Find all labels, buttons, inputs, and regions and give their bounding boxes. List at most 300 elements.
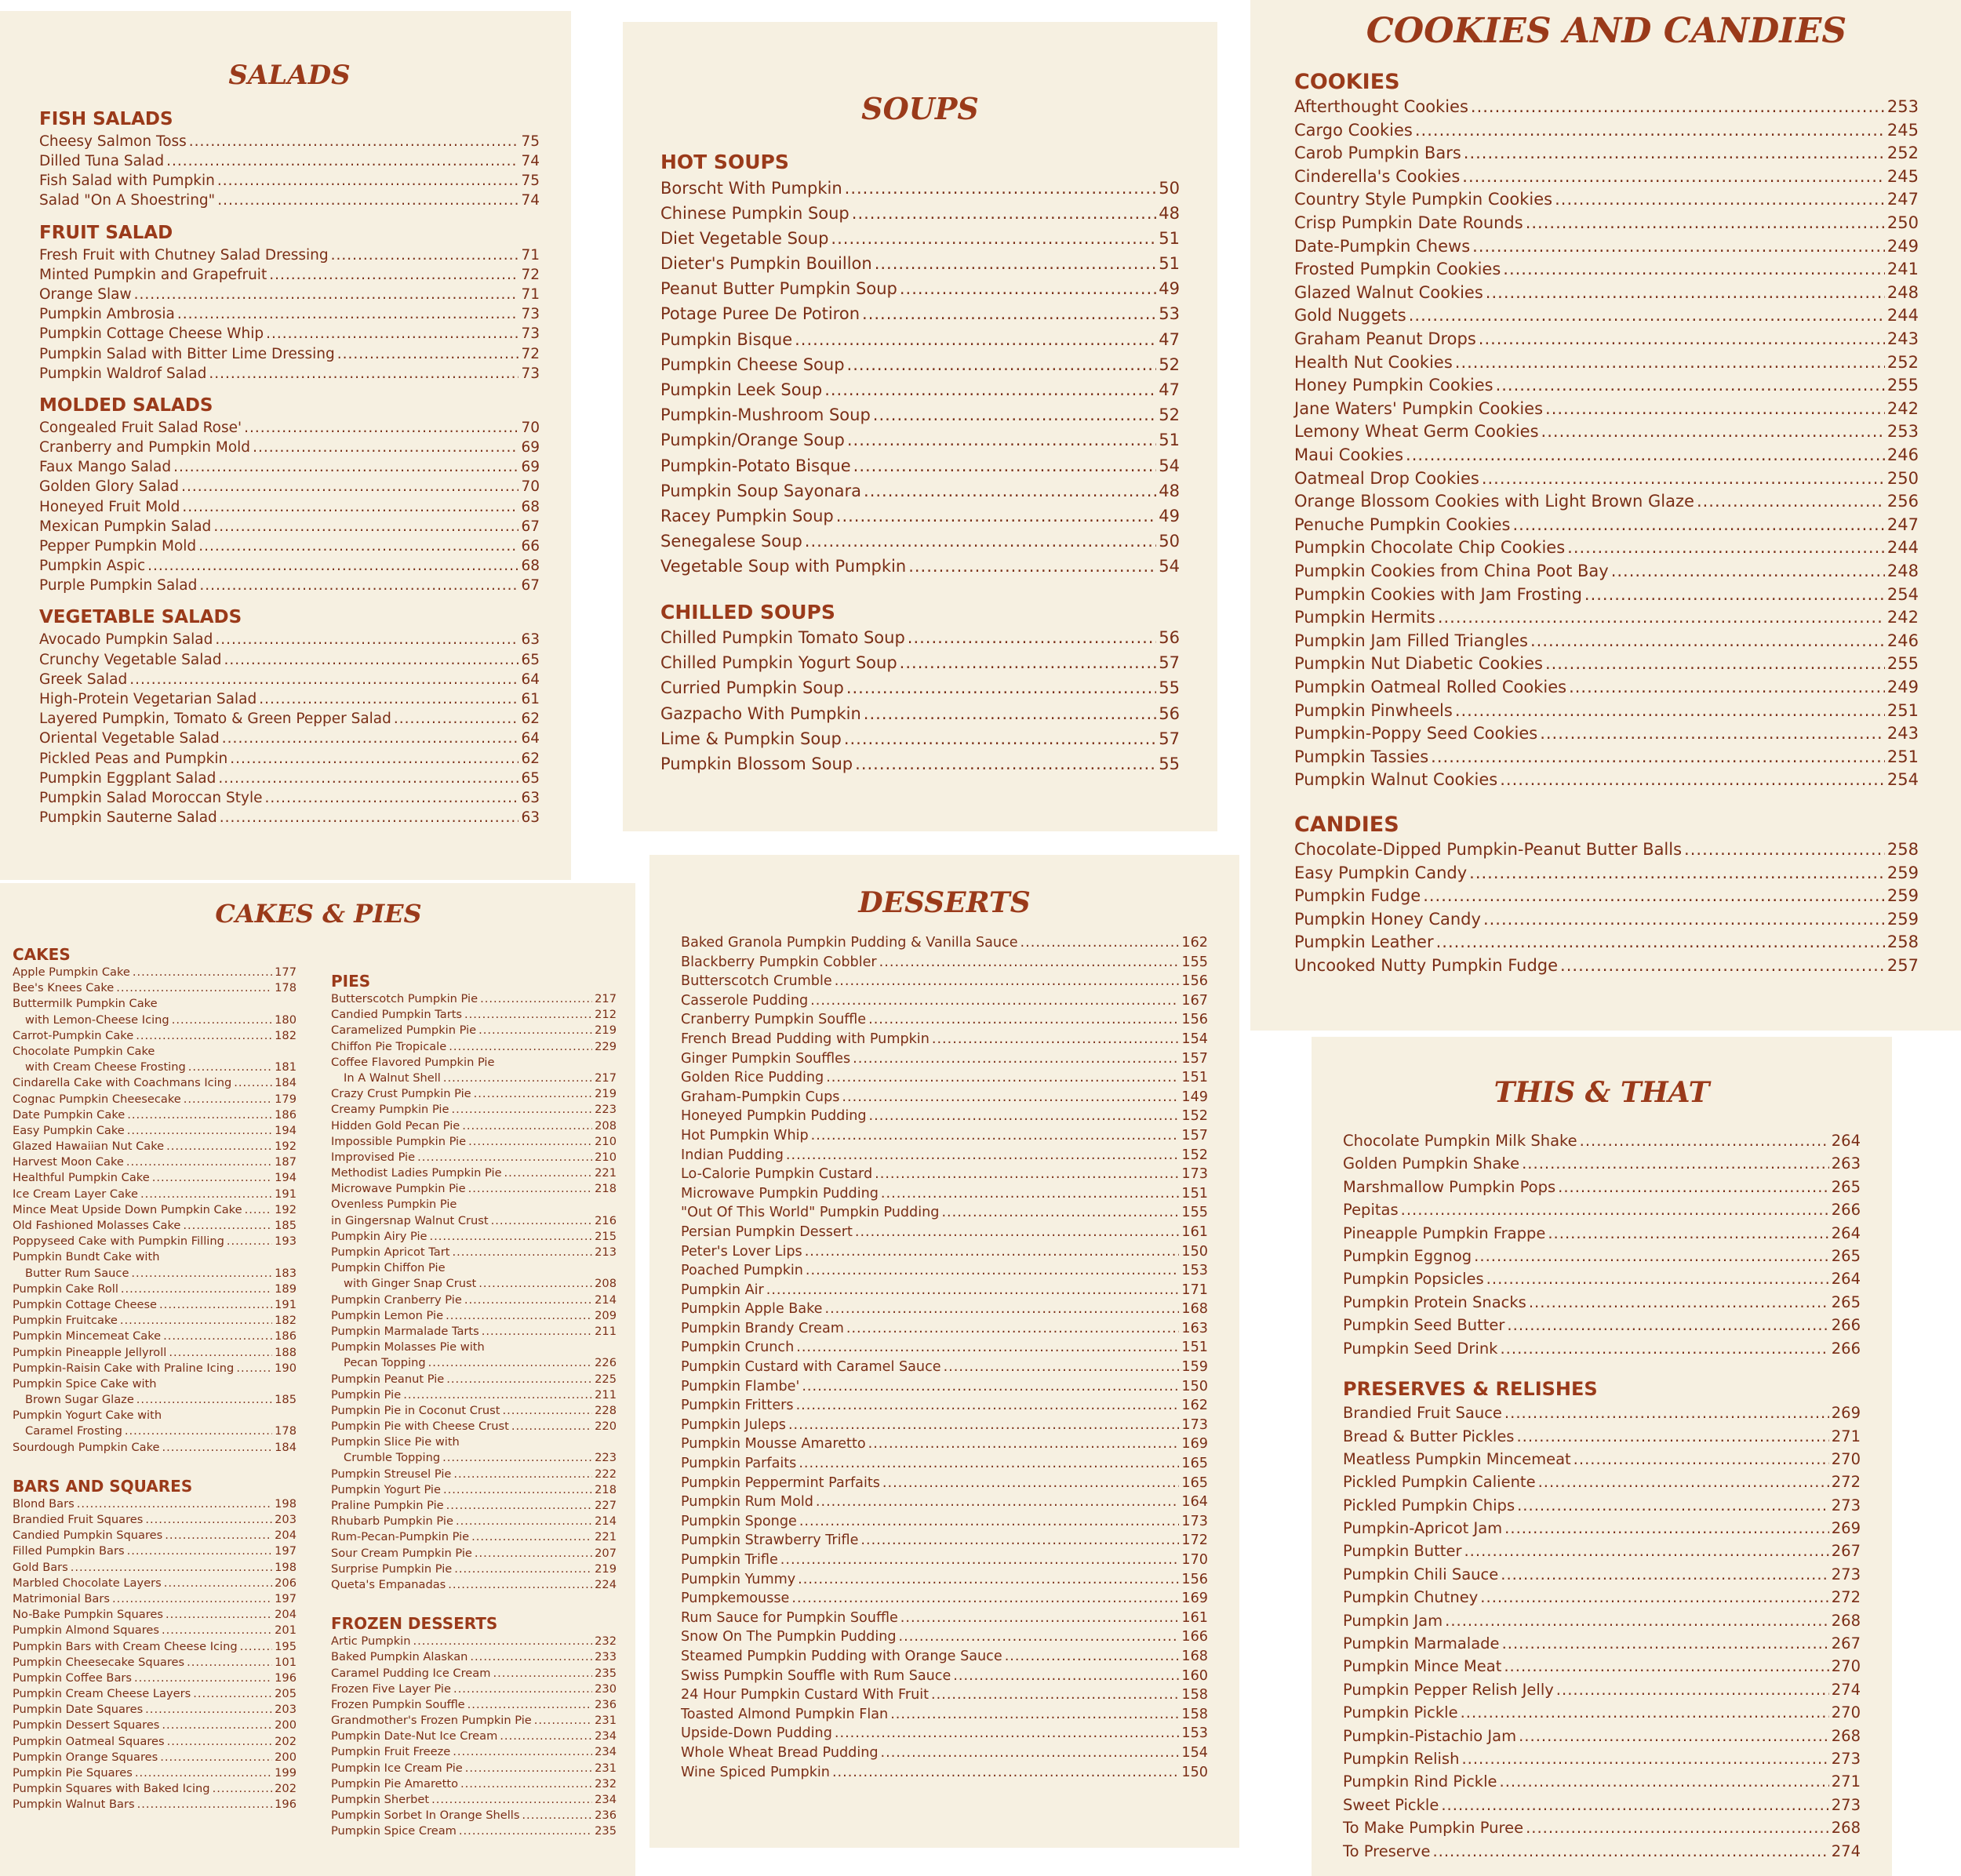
dot-leader xyxy=(1005,1647,1180,1667)
toc-entry xyxy=(331,1713,617,1729)
entry-page-number: 185 xyxy=(275,1393,297,1407)
entry-title: Pepitas xyxy=(1343,1201,1399,1220)
entry-page-number: 47 xyxy=(1159,329,1180,349)
dot-leader xyxy=(452,1245,592,1260)
dot-leader xyxy=(453,1744,592,1760)
entry-title: Avocado Pumpkin Salad xyxy=(39,631,213,649)
entry-title: Dieter's Pumpkin Bouillon xyxy=(660,254,872,274)
entry-page-number: 248 xyxy=(1886,282,1919,302)
dot-leader xyxy=(443,1071,592,1086)
toc-entry xyxy=(13,1376,297,1392)
entry-title: Pumpkin Streusel Pie xyxy=(331,1467,452,1481)
entry-page-number: 221 xyxy=(595,1166,617,1180)
toc-entry xyxy=(660,453,1180,478)
dot-leader xyxy=(430,1229,593,1245)
dot-leader xyxy=(471,1529,592,1545)
toc-entry xyxy=(39,191,540,210)
entry-title: Pumpkin Seed Butter xyxy=(1343,1316,1505,1335)
entry-page-number: 264 xyxy=(1831,1223,1861,1242)
entry-page-number: 181 xyxy=(275,1060,297,1074)
dot-leader xyxy=(460,1776,592,1792)
toc-entry xyxy=(1343,1586,1861,1609)
entry-page-number: 191 xyxy=(275,1187,297,1201)
dot-leader xyxy=(127,1123,272,1139)
toc-entry xyxy=(660,726,1180,751)
dot-leader xyxy=(868,1434,1180,1454)
toc-entry xyxy=(660,554,1180,579)
toc-entry xyxy=(39,808,540,827)
entry-title: Old Fashioned Molasses Cake xyxy=(13,1219,181,1232)
dot-leader xyxy=(810,991,1179,1011)
dot-leader xyxy=(931,1685,1179,1705)
dot-leader xyxy=(811,1126,1180,1146)
dot-leader xyxy=(1431,746,1885,769)
toc-entry xyxy=(13,1075,297,1091)
toc-entry xyxy=(681,1223,1208,1242)
entry-title: Easy Pumpkin Cake xyxy=(13,1123,125,1137)
toc-entry xyxy=(13,1423,297,1439)
section-heading: VEGETABLE SALADS xyxy=(39,607,242,628)
dot-leader xyxy=(500,1729,592,1744)
dot-leader xyxy=(908,554,1156,579)
dot-leader xyxy=(1530,630,1885,653)
entry-title: Hidden Gold Pecan Pie xyxy=(331,1118,460,1133)
toc-entry xyxy=(331,1134,617,1150)
toc-entry xyxy=(1294,165,1919,189)
entry-title: No-Bake Pumpkin Squares xyxy=(13,1608,164,1622)
dot-leader xyxy=(131,1266,272,1282)
toc-entry xyxy=(681,1165,1208,1184)
entry-page-number: 161 xyxy=(1181,1223,1208,1240)
entry-title: Pumpkin Cream Cheese Layers xyxy=(13,1687,191,1701)
entry-title: Pumpkin Date Squares xyxy=(13,1703,144,1717)
dot-leader xyxy=(1504,1517,1829,1540)
dot-leader xyxy=(832,1763,1179,1783)
dot-leader xyxy=(1519,1725,1829,1747)
entry-title: Pumpkin Eggplant Salad xyxy=(39,769,216,787)
entry-page-number: 159 xyxy=(1181,1359,1208,1376)
toc-entry xyxy=(331,991,617,1007)
entry-title: Pumpkin Honey Candy xyxy=(1294,909,1481,929)
entry-page-number: 161 xyxy=(1181,1609,1208,1626)
entry-page-number: 154 xyxy=(1181,1744,1208,1761)
dot-leader xyxy=(1526,1816,1829,1839)
entry-title: Pumpkin-Apricot Jam xyxy=(1343,1519,1503,1538)
entry-title: Pumpkin-Raisin Cake with Praline Icing xyxy=(13,1361,235,1375)
dot-leader xyxy=(182,497,518,517)
section-heading: CAKES xyxy=(13,945,71,964)
dot-leader xyxy=(468,1134,592,1150)
dot-leader xyxy=(862,301,1156,326)
entry-title: Pumpkin Airy Pie xyxy=(331,1229,427,1243)
dot-leader xyxy=(413,1634,592,1649)
entry-title: Indian Pudding xyxy=(681,1147,784,1163)
entry-page-number: 71 xyxy=(521,246,540,264)
dot-leader xyxy=(944,1358,1180,1377)
dot-leader xyxy=(224,650,518,670)
entry-title: Lemony Wheat Germ Cookies xyxy=(1294,422,1539,442)
entry-title: Pumpkin Pineapple Jellyroll xyxy=(13,1345,167,1359)
dot-leader xyxy=(160,1750,272,1765)
dot-leader xyxy=(71,1560,272,1576)
entry-title: Bread & Butter Pickles xyxy=(1343,1427,1515,1445)
entry-title: Pickled Pumpkin Chips xyxy=(1343,1496,1515,1514)
dot-leader xyxy=(234,1075,272,1091)
dot-leader xyxy=(468,1697,592,1713)
toc-entry xyxy=(331,1482,617,1498)
dot-leader xyxy=(835,1724,1180,1743)
cakes-left-sections xyxy=(13,944,297,1813)
entry-page-number: 150 xyxy=(1181,1243,1208,1260)
toc-entry xyxy=(660,251,1180,276)
toc-entry xyxy=(660,226,1180,251)
toc-entry xyxy=(331,1529,617,1545)
toc-entry xyxy=(681,1627,1208,1647)
toc-entry xyxy=(13,1686,297,1702)
entry-title: Wine Spiced Pumpkin xyxy=(681,1764,830,1780)
toc-entry xyxy=(1294,885,1919,908)
entry-page-number: 165 xyxy=(1181,1456,1208,1472)
entry-title: Pepper Pumpkin Mold xyxy=(39,537,197,554)
entry-title: Crunchy Vegetable Salad xyxy=(39,651,222,668)
entry-page-number: 200 xyxy=(275,1718,297,1732)
entry-page-number: 253 xyxy=(1886,97,1919,117)
entry-page-number: 172 xyxy=(1181,1532,1208,1549)
entry-page-number: 229 xyxy=(595,1039,617,1053)
toc-entry xyxy=(660,650,1180,675)
entry-page-number: 221 xyxy=(595,1530,617,1544)
toc-section xyxy=(331,971,617,1593)
entry-title: Pumpkin Cookies from China Poot Bay xyxy=(1294,561,1609,580)
toc-entry xyxy=(1294,328,1919,351)
entry-title: Ice Cream Layer Cake xyxy=(13,1187,138,1201)
dot-leader xyxy=(802,1377,1179,1397)
entry-page-number: 166 xyxy=(1181,1629,1208,1645)
entry-title: Creamy Pumpkin Pie xyxy=(331,1103,449,1117)
entry-title: Graham-Pumpkin Cups xyxy=(681,1089,840,1105)
dot-leader xyxy=(259,689,518,709)
toc-entry xyxy=(39,171,540,191)
entry-page-number: 51 xyxy=(1159,254,1180,274)
dot-leader xyxy=(1545,653,1885,676)
entry-title: Pumpkin/Orange Soup xyxy=(660,431,845,450)
entry-title: Pumpkin Cheesecake Squares xyxy=(13,1655,185,1669)
toc-entry xyxy=(1343,1471,1861,1493)
entry-title: Crazy Crust Pumpkin Pie xyxy=(331,1087,471,1101)
dot-leader xyxy=(431,1792,592,1808)
entry-title: Peanut Butter Pumpkin Soup xyxy=(660,279,897,299)
entry-title: Ginger Pumpkin Souffles xyxy=(681,1050,851,1067)
toc-entry xyxy=(1294,420,1919,444)
entry-page-number: 201 xyxy=(275,1623,297,1638)
toc-entry xyxy=(331,1387,617,1403)
toc-entry xyxy=(331,1181,617,1197)
dot-leader xyxy=(446,1308,592,1324)
entry-page-number: 74 xyxy=(521,192,540,209)
toc-entry xyxy=(1343,1314,1861,1336)
entry-title: with Lemon-Cheese Icing xyxy=(25,1013,169,1027)
entry-page-number: 192 xyxy=(275,1202,297,1216)
entry-title: Healthful Pumpkin Cake xyxy=(13,1171,150,1185)
entry-title: In A Walnut Shell xyxy=(344,1071,441,1085)
dot-leader xyxy=(868,1010,1179,1030)
dot-leader xyxy=(1438,606,1885,630)
entry-page-number: 265 xyxy=(1831,1292,1861,1311)
toc-entry xyxy=(331,1007,617,1023)
entry-title: Chinese Pumpkin Soup xyxy=(660,203,850,223)
toc-entry xyxy=(1294,444,1919,467)
entry-title: Pumpkin Waldrof Salad xyxy=(39,365,207,382)
entry-page-number: 173 xyxy=(1181,1513,1208,1529)
entry-title: Caramel Pudding Ice Cream xyxy=(331,1666,491,1680)
dot-leader xyxy=(1486,1267,1829,1290)
entry-title: Pumpkin Ambrosia xyxy=(39,306,175,323)
entry-title: Matrimonial Bars xyxy=(13,1591,110,1605)
dot-leader xyxy=(780,1551,1180,1570)
entry-page-number: 74 xyxy=(521,153,540,170)
entry-title: Pumpkin Sauterne Salad xyxy=(39,809,217,827)
toc-entry xyxy=(13,1496,297,1512)
entry-page-number: 242 xyxy=(1886,608,1919,627)
dot-leader xyxy=(145,1702,272,1718)
entry-page-number: 193 xyxy=(275,1234,297,1249)
toc-entry xyxy=(13,1266,297,1282)
entry-page-number: 223 xyxy=(595,1451,617,1465)
entry-page-number: 255 xyxy=(1886,376,1919,395)
dot-leader xyxy=(1474,1245,1829,1267)
toc-entry xyxy=(681,1685,1208,1705)
toc-entry xyxy=(1343,1129,1861,1152)
entry-title: Grandmother's Frozen Pumpkin Pie xyxy=(331,1714,532,1728)
toc-entry xyxy=(681,1146,1208,1165)
toc-entry xyxy=(1294,560,1919,584)
toc-entry xyxy=(1294,862,1919,885)
toc-entry xyxy=(13,1408,297,1423)
toc-entry xyxy=(331,1823,617,1839)
toc-entry xyxy=(681,1107,1208,1126)
entry-page-number: 219 xyxy=(595,1023,617,1038)
dot-leader xyxy=(116,980,272,996)
entry-page-number: 72 xyxy=(521,345,540,362)
entry-page-number: 155 xyxy=(1181,954,1208,970)
dot-leader xyxy=(1556,1678,1829,1701)
entry-title: Pumpkin Leek Soup xyxy=(660,380,823,399)
entry-title: Pumpkin Rum Mold xyxy=(681,1494,813,1511)
entry-title: Artic Pumpkin xyxy=(331,1634,411,1649)
entry-title: Pumpkemousse xyxy=(681,1591,790,1607)
dot-leader xyxy=(169,1345,272,1361)
entry-title: Graham Peanut Drops xyxy=(1294,329,1476,349)
toc-entry xyxy=(1343,1267,1861,1290)
toc-entry xyxy=(331,1071,617,1086)
entry-title: Fish Salad with Pumpkin xyxy=(39,173,215,190)
dot-leader xyxy=(1500,769,1885,792)
dot-leader xyxy=(1504,1402,1829,1424)
entry-page-number: 75 xyxy=(521,133,540,150)
dot-leader xyxy=(798,1570,1179,1590)
entry-title: Pumpkin Parfaits xyxy=(681,1456,797,1472)
entry-title: Senegalese Soup xyxy=(660,532,802,551)
entry-title: Gold Nuggets xyxy=(1294,306,1406,325)
dot-leader xyxy=(209,364,518,384)
entry-title: Praline Pumpkin Pie xyxy=(331,1499,444,1512)
toc-entry xyxy=(13,1154,297,1170)
entry-page-number: 268 xyxy=(1831,1611,1861,1630)
dot-leader xyxy=(1580,1129,1829,1152)
entry-page-number: 57 xyxy=(1159,653,1180,673)
toc-entry xyxy=(13,1440,297,1456)
entry-page-number: 165 xyxy=(1181,1474,1208,1491)
entry-page-number: 235 xyxy=(595,1824,617,1838)
toc-entry xyxy=(331,1055,617,1071)
entry-page-number: 154 xyxy=(1181,1031,1208,1047)
entry-page-number: 64 xyxy=(521,671,540,688)
soups-card xyxy=(623,22,1217,831)
dot-leader xyxy=(847,427,1156,453)
entry-page-number: 269 xyxy=(1831,1404,1861,1423)
toc-entry xyxy=(1343,1632,1861,1655)
dot-leader xyxy=(403,1387,592,1403)
entry-title: Peter's Lover Lips xyxy=(681,1243,802,1260)
dot-leader xyxy=(1513,514,1885,537)
entry-page-number: 225 xyxy=(595,1372,617,1386)
entry-page-number: 158 xyxy=(1181,1687,1208,1703)
entry-page-number: 192 xyxy=(275,1140,297,1154)
entry-title: Marshmallow Pumpkin Pops xyxy=(1343,1177,1556,1196)
toc-entry xyxy=(13,1123,297,1139)
toc-entry xyxy=(39,364,540,384)
entry-title: Purple Pumpkin Salad xyxy=(39,577,198,594)
entry-page-number: 217 xyxy=(595,992,617,1005)
entry-title: Carob Pumpkin Bars xyxy=(1294,144,1461,163)
dot-leader xyxy=(482,1324,592,1340)
toc-entry xyxy=(39,729,540,748)
entry-page-number: 69 xyxy=(521,459,540,476)
entry-page-number: 183 xyxy=(275,1266,297,1280)
section-heading: PRESERVES & RELISHES xyxy=(1343,1377,1598,1400)
entry-title: Penuche Pumpkin Cookies xyxy=(1294,514,1511,534)
salads-card xyxy=(0,11,571,880)
entry-title: Glazed Walnut Cookies xyxy=(1294,282,1483,302)
entry-page-number: 226 xyxy=(595,1356,617,1370)
toc-entry xyxy=(660,176,1180,201)
entry-page-number: 252 xyxy=(1886,352,1919,372)
dot-leader xyxy=(337,344,519,364)
toc-entry xyxy=(1343,1402,1861,1424)
toc-entry xyxy=(660,478,1180,504)
entry-title: Pumpkin Pie Squares xyxy=(13,1766,133,1780)
entry-title: Pumpkin Blossom Soup xyxy=(660,754,853,773)
entry-page-number: 232 xyxy=(595,1776,617,1791)
toc-entry xyxy=(1294,653,1919,676)
dot-leader xyxy=(1021,933,1180,953)
entry-page-number: 211 xyxy=(595,1387,617,1402)
dot-leader xyxy=(134,1671,272,1686)
entry-title: Faux Mango Salad xyxy=(39,459,172,476)
toc-entry xyxy=(39,769,540,788)
toc-entry xyxy=(1294,838,1919,862)
entry-page-number: 212 xyxy=(595,1008,617,1022)
entry-page-number: 227 xyxy=(595,1499,617,1512)
entry-page-number: 272 xyxy=(1831,1473,1861,1492)
toc-entry xyxy=(39,749,540,769)
toc-entry xyxy=(331,1776,617,1792)
thisthat-sections xyxy=(1343,1129,1861,1863)
entry-title: Pumpkin-Pistachio Jam xyxy=(1343,1726,1517,1745)
dot-leader xyxy=(177,304,519,324)
entry-title: Pumpkin Bisque xyxy=(660,329,793,349)
entry-page-number: 49 xyxy=(1159,279,1180,299)
dot-leader xyxy=(844,726,1156,751)
section-heading: CANDIES xyxy=(1294,812,1399,837)
entry-title: Frozen Five Layer Pie xyxy=(331,1681,451,1696)
dot-leader xyxy=(864,478,1156,504)
entry-page-number: 259 xyxy=(1886,886,1919,906)
entry-page-number: 186 xyxy=(275,1329,297,1343)
entry-page-number: 219 xyxy=(595,1562,617,1576)
entry-page-number: 169 xyxy=(1181,1436,1208,1452)
toc-entry xyxy=(331,1498,617,1514)
toc-entry xyxy=(331,1245,617,1260)
entry-page-number: 54 xyxy=(1159,456,1180,475)
toc-entry xyxy=(1343,1291,1861,1314)
toc-entry xyxy=(331,1729,617,1744)
toc-entry xyxy=(1294,931,1919,954)
entry-title: Pumpkin Soup Sayonara xyxy=(660,481,862,500)
toc-entry xyxy=(681,1454,1208,1474)
entry-title: Pumpkin Sherbet xyxy=(331,1793,430,1806)
entry-page-number: 156 xyxy=(1181,1571,1208,1587)
entry-title: Pumpkin Spice Cake with xyxy=(13,1376,157,1391)
entry-title: Pumpkin Cheese Soup xyxy=(660,354,845,374)
entry-title: Baked Pumpkin Alaskan xyxy=(331,1650,468,1664)
toc-entry xyxy=(660,675,1180,700)
entry-title: Pumpkin Butter xyxy=(1343,1542,1462,1561)
entry-page-number: 64 xyxy=(521,730,540,747)
dot-leader xyxy=(465,1761,592,1776)
toc-entry xyxy=(681,1319,1208,1339)
dot-leader xyxy=(502,1403,592,1419)
toc-entry xyxy=(331,1039,617,1055)
toc-entry xyxy=(660,529,1180,554)
entry-title: Pumpkin Leather xyxy=(1294,933,1434,952)
toc-entry xyxy=(681,1474,1208,1493)
dot-leader xyxy=(269,265,518,285)
toc-entry xyxy=(331,1260,617,1276)
toc-entry xyxy=(331,1355,617,1371)
dot-leader xyxy=(1503,258,1885,282)
toc-entry xyxy=(1294,119,1919,143)
entry-page-number: 173 xyxy=(1181,1416,1208,1433)
dot-leader xyxy=(795,327,1156,352)
toc-entry xyxy=(13,1591,297,1607)
entry-page-number: 252 xyxy=(1886,144,1919,163)
entry-page-number: 268 xyxy=(1831,1819,1861,1838)
dot-leader xyxy=(1611,560,1885,584)
entry-page-number: 191 xyxy=(275,1297,297,1311)
entry-title: Pumpkin Pie xyxy=(331,1387,402,1402)
entry-title: Methodist Ladies Pumpkin Pie xyxy=(331,1166,502,1180)
entry-page-number: 218 xyxy=(595,1182,617,1196)
dot-leader xyxy=(266,324,518,344)
dot-leader xyxy=(941,1203,1179,1223)
entry-title: Pumpkin Yogurt Cake with xyxy=(13,1409,162,1423)
dot-leader xyxy=(172,1013,272,1028)
toc-entry xyxy=(1343,1337,1861,1360)
cakes-title: CAKES & PIES xyxy=(215,899,422,929)
entry-page-number: 246 xyxy=(1886,445,1919,464)
entry-page-number: 55 xyxy=(1159,754,1180,773)
